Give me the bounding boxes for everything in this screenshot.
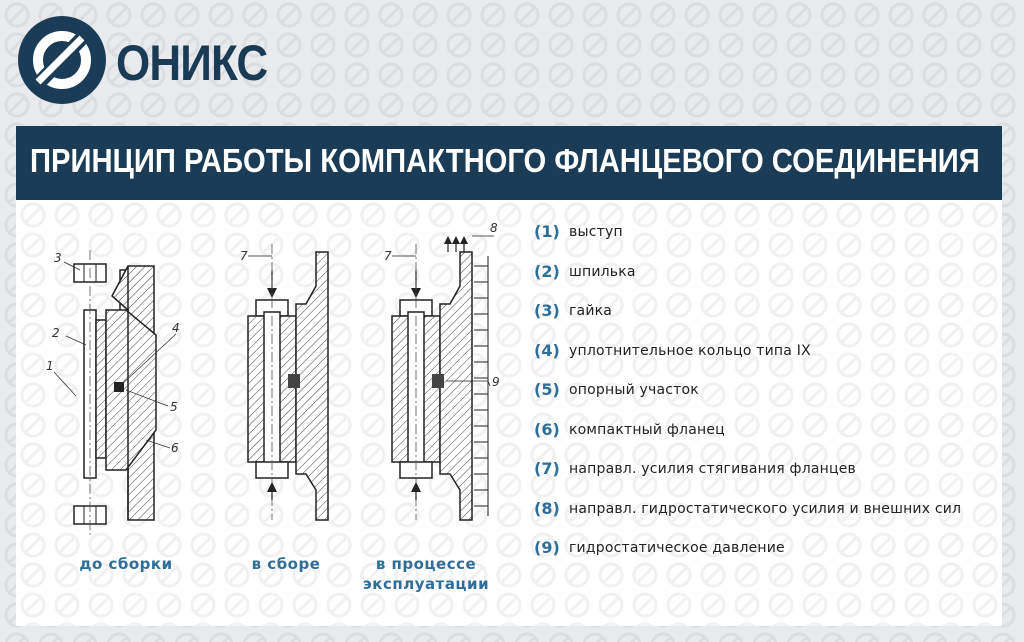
- content-panel: [16, 200, 1002, 626]
- legend-text: компактный фланец: [569, 422, 725, 438]
- stage-label-assembled: в сборе: [251, 555, 321, 573]
- legend-text: гидростатическое давление: [569, 540, 785, 556]
- legend-text: выступ: [569, 224, 623, 240]
- callout-5: 5: [170, 400, 178, 414]
- legend-num: (9): [534, 538, 560, 557]
- legend-num: (2): [534, 262, 560, 281]
- legend-num: (5): [534, 380, 560, 399]
- legend-text: гайка: [569, 303, 613, 319]
- legend-num: (3): [534, 301, 560, 320]
- callout-8: 8: [490, 221, 498, 235]
- legend-num: (4): [534, 341, 560, 360]
- callout-4: 4: [172, 321, 180, 335]
- legend-text: шпилька: [569, 264, 636, 280]
- legend-num: (7): [534, 459, 560, 478]
- legend-num: (6): [534, 420, 560, 439]
- callout-7-operation: 7: [384, 249, 392, 263]
- stage-label-before: до сборки: [79, 555, 173, 573]
- legend-text: направл. гидростатического усилия и внешних сил: [569, 501, 962, 517]
- legend-text: уплотнительное кольцо типа IX: [569, 343, 811, 359]
- pressure-arrows: [474, 256, 488, 516]
- logo-text: ОНИКС: [116, 35, 268, 91]
- drawing-in-operation: [384, 221, 500, 520]
- callout-2: 2: [52, 326, 60, 340]
- callout-1: 1: [46, 359, 54, 373]
- drawing-assembled: [240, 244, 328, 520]
- title-bar: [16, 126, 1002, 200]
- callout-7-assembled: 7: [240, 249, 248, 263]
- legend-text: направл. усилия стягивания фланцев: [569, 461, 856, 477]
- legend-num: (8): [534, 499, 560, 518]
- legend-num: (1): [534, 222, 560, 241]
- callout-3: 3: [54, 251, 62, 265]
- callout-9: 9: [492, 375, 500, 389]
- page-title: ПРИНЦИП РАБОТЫ КОМПАКТНОГО ФЛАНЦЕВОГО СОЕДИНЕНИЯ: [30, 142, 980, 179]
- logo: [16, 14, 266, 104]
- logo-mark-icon: [16, 14, 108, 106]
- legend-text: опорный участок: [569, 382, 699, 398]
- stage-label-operation: в процессе эксплуатации: [362, 555, 490, 594]
- drawing-before-assembly: [46, 250, 180, 536]
- callout-6: 6: [171, 441, 179, 455]
